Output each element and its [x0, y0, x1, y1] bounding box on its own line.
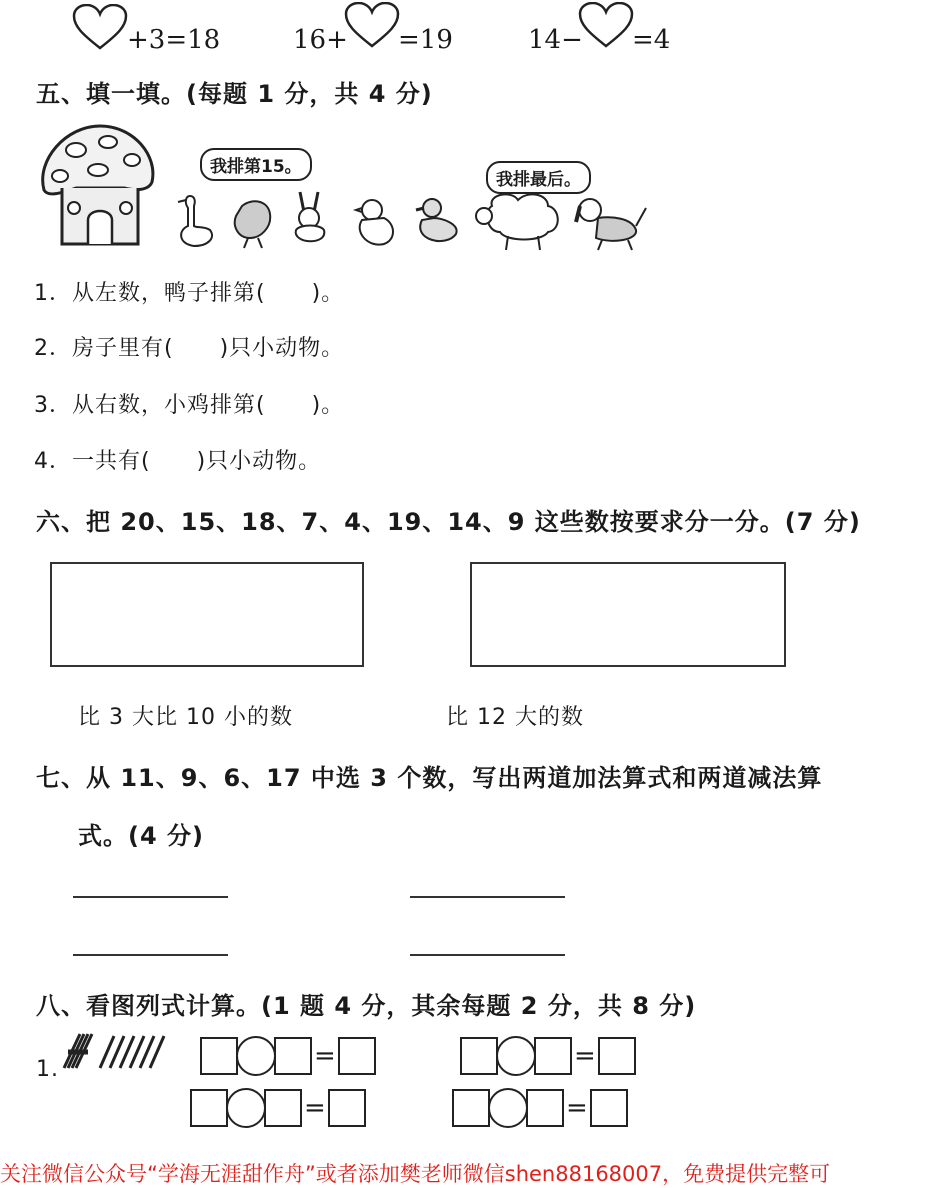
- equation-blank-row-2b: [452, 1088, 628, 1128]
- answer-box-3-to-10[interactable]: [50, 562, 364, 667]
- section7-title-line1: 七、从 11、9、6、17 中选 3 个数，写出两道加法算式和两道减法算: [36, 764, 823, 792]
- answer-line-addition-1[interactable]: [73, 896, 228, 898]
- equation-2-right: =19: [398, 25, 453, 55]
- rabbit-icon: [296, 192, 325, 241]
- section8-item-number: 1.: [36, 1057, 59, 1082]
- section5-title: 五、填一填。(每题 1 分，共 4 分): [36, 80, 433, 108]
- blank-square[interactable]: [534, 1037, 572, 1075]
- blank-circle[interactable]: [226, 1088, 266, 1128]
- goose-icon: [178, 196, 212, 246]
- footer-promo-text: 关注微信公众号“学海无涯甜作舟”或者添加樊老师微信shen88168007，免费提供完整可: [0, 1162, 831, 1186]
- blank-square[interactable]: [590, 1089, 628, 1127]
- equals-sign: =: [574, 1041, 596, 1071]
- blank-circle[interactable]: [488, 1088, 528, 1128]
- blank-square[interactable]: [452, 1089, 490, 1127]
- equation-2-left: 16+: [293, 25, 348, 55]
- speech-bubble-last: 我排最后。: [486, 161, 591, 194]
- equation-3-right: =4: [632, 25, 671, 55]
- equation-3-left: 14−: [528, 25, 583, 55]
- section5-question-4: 4．一共有( )只小动物。: [34, 449, 322, 474]
- box2-label: 比 12 大的数: [446, 705, 584, 730]
- section5-question-1: 1．从左数，鸭子排第( )。: [34, 281, 345, 306]
- equation-blank-row-1a: [200, 1036, 376, 1076]
- dog-icon: [576, 199, 646, 250]
- blank-square[interactable]: [598, 1037, 636, 1075]
- equation-blank-row-2a: [190, 1088, 366, 1128]
- answer-box-over-12[interactable]: [470, 562, 786, 667]
- bird-icon: [235, 201, 270, 248]
- equation-blank-row-1b: [460, 1036, 636, 1076]
- blank-circle[interactable]: [496, 1036, 536, 1076]
- blank-circle[interactable]: [236, 1036, 276, 1076]
- heart-blank-icon: [578, 2, 634, 48]
- blank-square[interactable]: [328, 1089, 366, 1127]
- box1-label: 比 3 大比 10 小的数: [78, 705, 293, 730]
- answer-line-subtraction-2[interactable]: [410, 954, 565, 956]
- blank-square[interactable]: [338, 1037, 376, 1075]
- animal-row-illustration: [172, 186, 652, 256]
- heart-blank-icon: [72, 4, 128, 50]
- equation-1-right: +3=18: [127, 25, 221, 55]
- sheep-icon: [476, 194, 558, 250]
- speech-bubble-15th: 我排第15。: [200, 148, 312, 181]
- chick-icon: [356, 200, 393, 245]
- duck-icon: [416, 199, 457, 241]
- answer-line-subtraction-1[interactable]: [410, 896, 565, 898]
- equals-sign: =: [314, 1041, 336, 1071]
- answer-line-addition-2[interactable]: [73, 954, 228, 956]
- section8-title: 八、看图列式计算。(1 题 4 分，其余每题 2 分，共 8 分): [36, 992, 697, 1020]
- blank-square[interactable]: [526, 1089, 564, 1127]
- section7-title-line2: 式。(4 分): [78, 822, 204, 850]
- blank-square[interactable]: [264, 1089, 302, 1127]
- blank-square[interactable]: [200, 1037, 238, 1075]
- blank-square[interactable]: [190, 1089, 228, 1127]
- blank-square[interactable]: [460, 1037, 498, 1075]
- equals-sign: =: [566, 1093, 588, 1123]
- blank-square[interactable]: [274, 1037, 312, 1075]
- sticks-bundle-illustration: [58, 1030, 173, 1074]
- section5-question-2: 2．房子里有( )只小动物。: [34, 336, 345, 361]
- section6-title: 六、把 20、15、18、7、4、19、14、9 这些数按要求分一分。(7 分): [36, 508, 861, 536]
- mushroom-house-illustration: [36, 120, 161, 250]
- section5-question-3: 3．从右数，小鸡排第( )。: [34, 393, 345, 418]
- equals-sign: =: [304, 1093, 326, 1123]
- heart-blank-icon: [344, 2, 400, 48]
